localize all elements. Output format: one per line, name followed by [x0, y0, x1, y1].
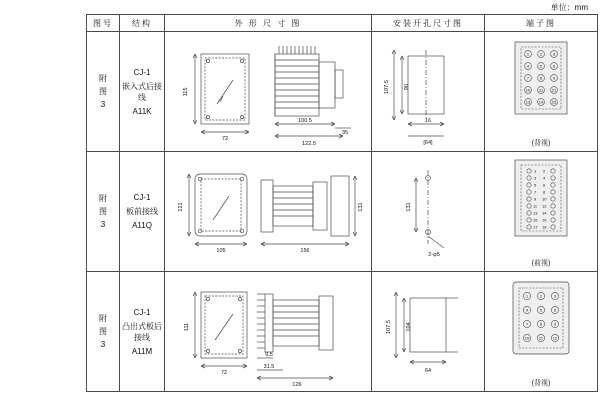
row-terminal-cell	[485, 152, 598, 272]
header-col-term: 端子图	[485, 15, 598, 32]
dim-111: 111	[184, 322, 190, 332]
svg-text:6: 6	[553, 307, 557, 313]
svg-text:8: 8	[539, 321, 543, 327]
terminal-drawing-1	[485, 32, 597, 151]
table-header-row	[87, 15, 598, 32]
outline-drawing-3	[165, 272, 371, 391]
svg-text:5: 5	[539, 63, 543, 69]
svg-text:10: 10	[524, 335, 530, 341]
row-hole-cell	[372, 272, 485, 392]
svg-text:13: 13	[533, 210, 538, 216]
hole-drawing-2	[372, 152, 484, 271]
row-outline-cell	[165, 152, 372, 272]
svg-text:12: 12	[551, 87, 557, 93]
struct-model: CJ-1	[133, 193, 151, 202]
svg-text:15: 15	[551, 99, 557, 105]
table-body	[87, 32, 598, 392]
dim-2-phi5: 2-φ5	[428, 252, 440, 258]
dim-72: 72	[221, 136, 229, 142]
svg-text:12: 12	[552, 335, 558, 341]
struct-code: A11Q	[132, 221, 152, 230]
svg-text:5: 5	[539, 307, 543, 313]
dim-64b: 64	[424, 368, 432, 374]
table-row	[87, 152, 598, 272]
svg-text:4: 4	[543, 175, 546, 181]
table-row	[87, 272, 598, 392]
row-number-cell	[87, 152, 120, 272]
svg-text:13: 13	[525, 99, 531, 105]
spec-table	[86, 14, 598, 392]
dim-121: 121	[178, 202, 184, 212]
terminal-drawing-2	[485, 152, 597, 271]
svg-text:1: 1	[525, 293, 529, 299]
svg-text:3: 3	[553, 293, 557, 299]
svg-text:1: 1	[534, 168, 537, 174]
dim-115: 115	[183, 87, 189, 97]
dim-72b: 72	[220, 370, 228, 376]
header-col-struct: 结构	[120, 15, 165, 32]
dim-104: 104	[406, 322, 412, 332]
row-outline-cell	[165, 272, 372, 392]
row-number-cell	[87, 32, 120, 152]
dim-100-5: 100.5	[298, 118, 312, 124]
dim-16: 16	[424, 118, 432, 124]
row-no-line1: 附	[99, 74, 107, 83]
struct-text: 嵌入式后接线	[122, 81, 162, 102]
svg-text:6: 6	[552, 63, 556, 69]
hole-drawing-1	[372, 32, 484, 151]
svg-text:10: 10	[525, 87, 531, 93]
svg-text:16: 16	[542, 217, 547, 223]
row-no-line1: 附	[99, 314, 107, 323]
row-terminal-cell	[485, 32, 598, 152]
row-hole-cell	[372, 152, 485, 272]
svg-text:9: 9	[534, 196, 537, 202]
svg-text:9: 9	[553, 321, 557, 327]
hole-drawing-3	[372, 272, 484, 391]
header-col-hole: 安装开孔尺寸图	[372, 15, 485, 32]
svg-text:12: 12	[542, 203, 547, 209]
outline-drawing-1	[165, 32, 371, 151]
dim-64: [64]	[423, 140, 433, 146]
row-struct-cell	[120, 272, 165, 392]
struct-model: CJ-1	[133, 307, 151, 317]
row-no-line3: 3	[100, 220, 106, 229]
row-hole-cell	[372, 32, 485, 152]
terminal-note: (前视)	[531, 260, 551, 267]
dim-9-5: 9.5	[265, 352, 273, 358]
header-col-no: 图号	[87, 15, 120, 32]
svg-text:1: 1	[526, 51, 530, 57]
dim-126: 126	[292, 382, 302, 388]
struct-code: A11M	[131, 346, 153, 356]
dim-107-5: 107.5	[384, 80, 390, 94]
svg-text:11: 11	[533, 203, 538, 209]
outline-drawing-2	[165, 152, 371, 271]
svg-text:10: 10	[542, 196, 547, 202]
svg-text:7: 7	[526, 75, 530, 81]
svg-text:7: 7	[534, 189, 537, 195]
struct-model: CJ-1	[133, 67, 151, 77]
svg-text:5: 5	[534, 182, 537, 188]
svg-text:15: 15	[533, 217, 538, 223]
row-no-line2: 图	[99, 327, 107, 336]
terminal-drawing-3	[485, 272, 597, 391]
row-struct-cell	[120, 32, 165, 152]
dim-90: 90	[404, 83, 410, 91]
row-struct-cell	[120, 152, 165, 272]
svg-text:17: 17	[533, 224, 538, 230]
svg-text:2: 2	[539, 293, 543, 299]
table-row	[87, 32, 598, 152]
row-no-line1: 附	[99, 194, 107, 203]
dim-131: 131	[358, 202, 364, 212]
dim-131-hole: 131	[406, 202, 412, 212]
struct-code: A11K	[132, 106, 152, 116]
svg-text:18: 18	[542, 224, 547, 230]
row-no-line3: 3	[100, 100, 106, 109]
svg-text:14: 14	[538, 99, 544, 105]
svg-text:3: 3	[534, 175, 537, 181]
svg-text:2: 2	[539, 51, 543, 57]
table-header	[87, 15, 598, 32]
svg-text:9: 9	[552, 75, 556, 81]
dim-156: 156	[300, 248, 310, 254]
dim-107-5b: 107.5	[386, 320, 392, 334]
row-no-line3: 3	[100, 340, 106, 349]
struct-text: 板前接线	[126, 207, 158, 216]
svg-text:3: 3	[552, 51, 556, 57]
svg-text:4: 4	[525, 307, 529, 313]
svg-text:6: 6	[543, 182, 546, 188]
row-outline-cell	[165, 32, 372, 152]
row-number-cell	[87, 272, 120, 392]
svg-text:14: 14	[542, 210, 547, 216]
terminal-note: (背视)	[531, 380, 551, 387]
svg-text:11: 11	[538, 87, 544, 93]
svg-text:4: 4	[526, 63, 530, 69]
dim-105: 105	[216, 248, 226, 254]
svg-text:2: 2	[543, 168, 546, 174]
struct-text: 凸出式板后接线	[122, 321, 162, 342]
svg-text:8: 8	[539, 75, 543, 81]
svg-text:8: 8	[543, 189, 546, 195]
row-no-line2: 图	[99, 207, 107, 216]
svg-text:7: 7	[525, 321, 529, 327]
row-no-line2: 图	[99, 87, 107, 96]
terminal-note: (背视)	[531, 140, 551, 147]
row-terminal-cell	[485, 272, 598, 392]
svg-text:11: 11	[538, 335, 544, 341]
header-col-outline: 外 形 尺 寸 图	[165, 15, 372, 32]
dim-31-5: 31.5	[263, 364, 275, 370]
dim-35: 35	[341, 130, 349, 136]
unit-label: 单位：mm	[550, 3, 588, 12]
dim-122-5: 122.5	[302, 141, 316, 147]
